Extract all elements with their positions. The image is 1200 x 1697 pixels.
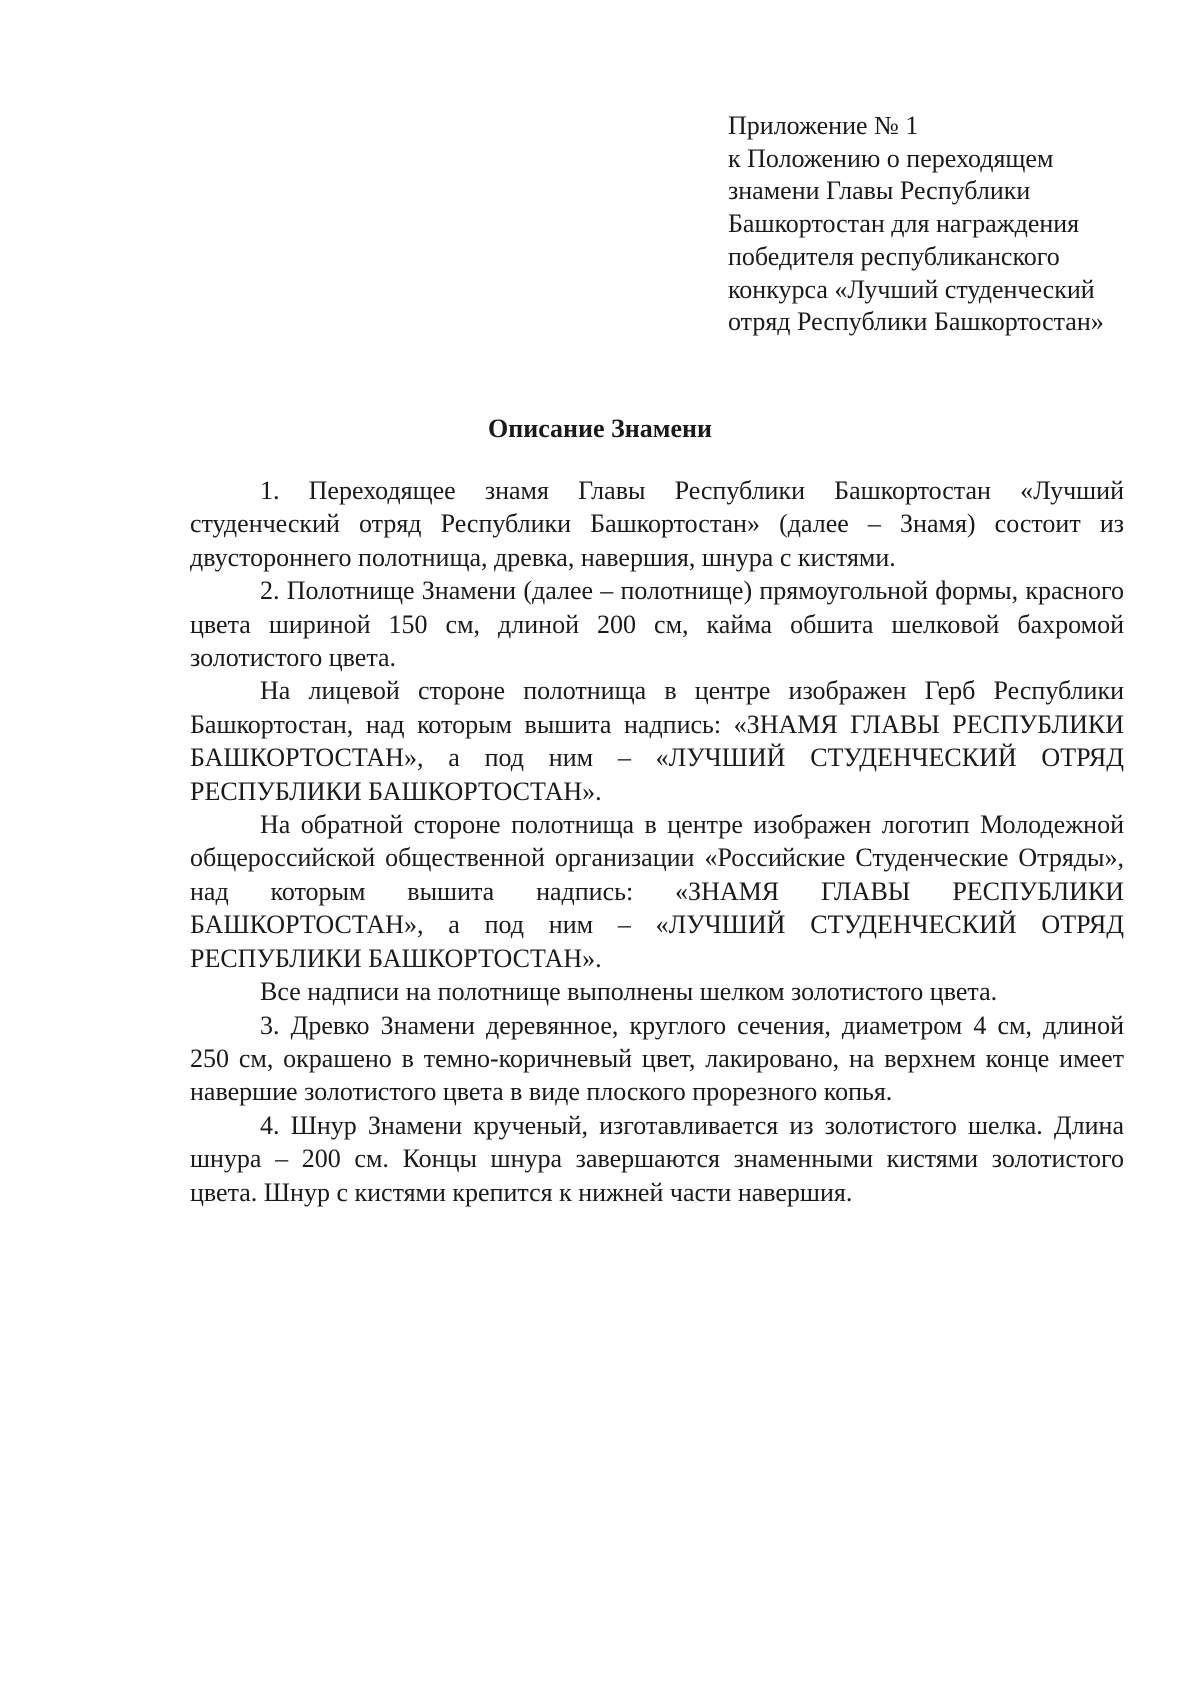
appendix-line: Приложение № 1 [728,111,919,140]
paragraph: На лицевой стороне полотнища в центре изображен Герб Республики Башкортостан, над которым вышита надпись: «ЗНАМЯ ГЛАВЫ РЕСПУБЛИКИ БАШКОРТОСТАН», а под ним – «ЛУЧШИЙ СТУДЕНЧЕСКИЙ ОТРЯД РЕСПУБЛИКИ БАШКОРТОСТАН». [190,676,1124,806]
paragraph: 2. Полотнище Знамени (далее – полотнище) прямоугольной формы, красного цвета шириной 150 см, длиной 200 см, кайма обшита шелковой бахромой золотистого цвета. [190,576,1124,673]
paragraph: Все надписи на полотнище выполнены шелком золотистого цвета. [260,977,998,1007]
paragraph: 4. Шнур Знамени крученый, изготавливается из золотистого шелка. Длина шнура – 200 см. Концы шнура завершаются знаменными кистями золотистого цвета. Шнур с кистями крепится к нижней части навершия. [190,1110,1124,1207]
paragraph: На обратной стороне полотнища в центре изображен логотип Молодежной общероссийской общественной организации «Российские Студенческие Отряды», над которым вышита надпись: «ЗНАМЯ ГЛАВЫ РЕСПУБЛИКИ БАШКОРТОСТАН», а под ним – «ЛУЧШИЙ СТУДЕНЧЕСКИЙ ОТРЯД РЕСПУБЛИКИ БАШКОРТОСТАН». [190,810,1124,973]
appendix-line: Башкортостан для награждения [728,209,1080,239]
document-body [190,474,1124,1209]
appendix-line: победителя республиканского [728,241,1060,271]
appendix-line: знамени Главы Республики [728,176,1031,206]
appendix-line: конкурса «Лучший студенческий [728,274,1095,304]
appendix-line: отряд Республики Башкортостан» [728,307,1104,337]
appendix-line: к Положению о переходящем [728,143,1054,173]
document-title: Описание Знамени [488,414,712,443]
appendix-header [728,110,1168,339]
paragraph: 3. Древко Знамени деревянное, круглого сечения, диаметром 4 см, длиной 250 см, окрашено в темно-коричневый цвет, лакировано, на верхнем конце имеет навершие золотистого цвета в виде плоского прорезного копья. [190,1010,1124,1107]
paragraph: 1. Переходящее знамя Главы Республики Башкортостан «Лучший студенческий отряд Республики Башкортостан» (далее – Знамя) состоит из двустороннего полотнища, древка, навершия, шнура с кистями. [190,476,1124,572]
